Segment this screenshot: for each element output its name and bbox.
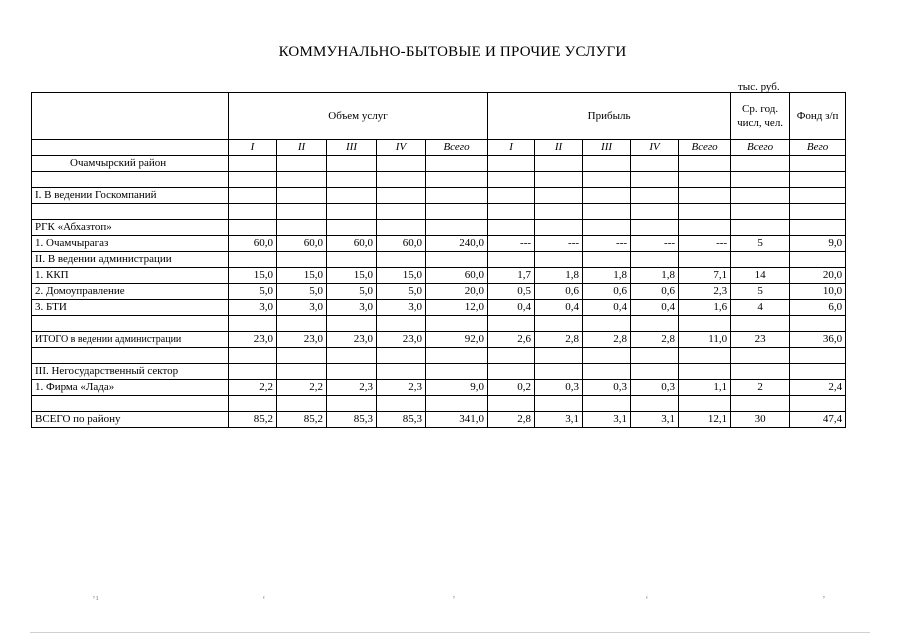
table-cell: 5,0 <box>277 284 327 300</box>
table-cell <box>488 396 535 412</box>
table-cell <box>790 172 846 188</box>
table-cell: 1,7 <box>488 268 535 284</box>
period-header: I <box>488 140 535 156</box>
table-cell <box>535 204 583 220</box>
table-cell <box>535 172 583 188</box>
table-cell <box>377 364 426 380</box>
table-cell <box>377 156 426 172</box>
table-cell: 9,0 <box>790 236 846 252</box>
table-cell <box>790 252 846 268</box>
table-cell: 0,6 <box>631 284 679 300</box>
table-cell: 92,0 <box>426 332 488 348</box>
table-row <box>32 268 846 284</box>
table-cell <box>583 204 631 220</box>
row-label <box>32 348 229 364</box>
period-header: Вего <box>790 140 846 156</box>
table-cell: --- <box>679 236 731 252</box>
table-cell: 3,0 <box>277 300 327 316</box>
table-cell: 2,2 <box>229 380 277 396</box>
table-cell: 2,3 <box>377 380 426 396</box>
table-cell <box>229 220 277 236</box>
table-cell <box>535 396 583 412</box>
table-cell: 6,0 <box>790 300 846 316</box>
table-cell <box>426 220 488 236</box>
table-cell: 0,5 <box>488 284 535 300</box>
table-row <box>32 396 846 412</box>
table-cell <box>631 396 679 412</box>
table-cell: 341,0 <box>426 412 488 428</box>
table-cell: 85,3 <box>377 412 426 428</box>
table-row <box>32 172 846 188</box>
table-cell <box>583 396 631 412</box>
table-cell <box>731 316 790 332</box>
document-title: КОММУНАЛЬНО-БЫТОВЫЕ И ПРОЧИЕ УСЛУГИ <box>278 44 627 60</box>
table-cell <box>790 204 846 220</box>
table-cell <box>229 252 277 268</box>
table-cell <box>377 316 426 332</box>
table-cell: 0,6 <box>535 284 583 300</box>
table-cell: 85,2 <box>229 412 277 428</box>
table-cell: 3,1 <box>583 412 631 428</box>
table-cell: --- <box>535 236 583 252</box>
table-row <box>32 316 846 332</box>
table-cell <box>277 220 327 236</box>
table-cell: --- <box>488 236 535 252</box>
table-cell <box>327 316 377 332</box>
table-row <box>32 236 846 252</box>
table-cell <box>583 188 631 204</box>
table-cell <box>535 188 583 204</box>
table-cell <box>631 348 679 364</box>
table-cell <box>790 188 846 204</box>
table-row <box>32 204 846 220</box>
units-note: тыс. руб. <box>738 81 780 93</box>
table-cell <box>631 316 679 332</box>
table-cell: 3,1 <box>631 412 679 428</box>
table-cell: 0,3 <box>535 380 583 396</box>
table-cell <box>790 396 846 412</box>
table-cell: 20,0 <box>426 284 488 300</box>
row-label: II. В ведении администрации <box>32 252 229 268</box>
table-cell: --- <box>631 236 679 252</box>
table-cell <box>327 156 377 172</box>
table-cell: 5,0 <box>229 284 277 300</box>
table-row <box>32 220 846 236</box>
table-cell: 1,8 <box>583 268 631 284</box>
table-cell <box>229 348 277 364</box>
period-header: Всего <box>731 140 790 156</box>
table-row <box>32 284 846 300</box>
table-cell <box>583 156 631 172</box>
table-cell <box>327 252 377 268</box>
row-label <box>32 316 229 332</box>
row-label <box>32 396 229 412</box>
table-cell: 23,0 <box>327 332 377 348</box>
table-cell <box>488 316 535 332</box>
table-cell <box>731 252 790 268</box>
table-cell <box>790 316 846 332</box>
table-cell: 3,0 <box>327 300 377 316</box>
table-cell: 0,4 <box>535 300 583 316</box>
table-cell <box>229 204 277 220</box>
table-cell <box>377 220 426 236</box>
table-cell <box>426 204 488 220</box>
table-cell <box>426 348 488 364</box>
table-cell <box>229 396 277 412</box>
table-cell: 5,0 <box>377 284 426 300</box>
table-cell <box>535 348 583 364</box>
period-header: II <box>277 140 327 156</box>
table-cell: 2,4 <box>790 380 846 396</box>
table-cell <box>426 316 488 332</box>
table-cell <box>426 364 488 380</box>
table-cell <box>631 252 679 268</box>
table-cell <box>679 156 731 172</box>
table-cell <box>377 172 426 188</box>
row-label: ВСЕГО по району <box>32 412 229 428</box>
header-payroll: Фонд з/п <box>790 93 846 140</box>
table-cell: 2,6 <box>488 332 535 348</box>
row-label <box>32 172 229 188</box>
row-label: I. В ведении Госкомпаний <box>32 188 229 204</box>
table-cell <box>679 252 731 268</box>
table-cell <box>583 220 631 236</box>
table-cell <box>731 220 790 236</box>
row-label: РГК «Абхазтоп» <box>32 220 229 236</box>
table-cell <box>631 156 679 172</box>
row-label: 2. Домоуправление <box>32 284 229 300</box>
scan-mark: ʻ <box>262 594 266 606</box>
table-cell <box>679 188 731 204</box>
table-cell <box>583 364 631 380</box>
table-cell <box>583 252 631 268</box>
table-row <box>32 252 846 268</box>
table-cell: 23,0 <box>377 332 426 348</box>
table-cell: 0,2 <box>488 380 535 396</box>
table-cell: 0,3 <box>583 380 631 396</box>
table-cell: 60,0 <box>277 236 327 252</box>
table-cell <box>535 252 583 268</box>
table-row <box>32 300 846 316</box>
table-cell: 5 <box>731 236 790 252</box>
table-row <box>32 332 846 348</box>
table-cell: --- <box>583 236 631 252</box>
table-cell: 2,8 <box>535 332 583 348</box>
table-cell: 12,1 <box>679 412 731 428</box>
table-cell: 2,3 <box>327 380 377 396</box>
table-cell <box>790 348 846 364</box>
period-header: Всего <box>679 140 731 156</box>
table-cell <box>277 396 327 412</box>
table-cell: 5,0 <box>327 284 377 300</box>
table-cell: 2,8 <box>631 332 679 348</box>
table-row <box>32 348 846 364</box>
table-cell <box>790 220 846 236</box>
table-cell <box>583 316 631 332</box>
table-cell <box>488 252 535 268</box>
table-cell <box>488 364 535 380</box>
table-cell <box>327 396 377 412</box>
table-cell <box>535 220 583 236</box>
table-row <box>32 412 846 428</box>
table-cell <box>277 172 327 188</box>
table-cell: 4 <box>731 300 790 316</box>
period-header: IV <box>377 140 426 156</box>
table-cell <box>377 396 426 412</box>
table-cell <box>583 172 631 188</box>
row-label: 1. ККП <box>32 268 229 284</box>
row-label <box>32 204 229 220</box>
row-label: 1. Очамчырагаз <box>32 236 229 252</box>
table-cell <box>377 348 426 364</box>
table-cell: 240,0 <box>426 236 488 252</box>
header-row <box>32 93 846 140</box>
table-cell <box>229 188 277 204</box>
table-cell <box>731 396 790 412</box>
services-table <box>31 92 846 428</box>
table-cell <box>229 364 277 380</box>
table-cell <box>679 316 731 332</box>
table-cell <box>327 172 377 188</box>
row-label: 1. Фирма «Лада» <box>32 380 229 396</box>
table-row <box>32 188 846 204</box>
table-cell <box>426 396 488 412</box>
table-cell <box>426 156 488 172</box>
table-cell: 2 <box>731 380 790 396</box>
table-cell <box>679 364 731 380</box>
table-cell <box>488 156 535 172</box>
table-cell <box>327 364 377 380</box>
table-cell: 12,0 <box>426 300 488 316</box>
table-cell: 23 <box>731 332 790 348</box>
table-cell: 3,1 <box>535 412 583 428</box>
table-cell <box>277 348 327 364</box>
table-cell: 23,0 <box>277 332 327 348</box>
table-cell <box>731 364 790 380</box>
period-header: II <box>535 140 583 156</box>
header-profit: Прибыль <box>488 93 731 140</box>
table-cell: 3,0 <box>229 300 277 316</box>
table-cell <box>631 172 679 188</box>
table-cell <box>790 364 846 380</box>
table-cell <box>377 188 426 204</box>
table-cell: 11,0 <box>679 332 731 348</box>
table-cell <box>535 316 583 332</box>
table-cell <box>631 204 679 220</box>
table-cell: 60,0 <box>229 236 277 252</box>
table-cell <box>488 188 535 204</box>
table-cell <box>535 156 583 172</box>
table-cell: 2,2 <box>277 380 327 396</box>
period-header: III <box>327 140 377 156</box>
table-cell: 0,4 <box>631 300 679 316</box>
table-cell: 47,4 <box>790 412 846 428</box>
table-cell <box>327 188 377 204</box>
table-cell <box>277 204 327 220</box>
table-cell: 1,8 <box>631 268 679 284</box>
table-cell: 36,0 <box>790 332 846 348</box>
table-cell <box>535 364 583 380</box>
table-cell <box>488 172 535 188</box>
scan-mark: ʼ¹ <box>92 594 99 606</box>
table-cell <box>426 252 488 268</box>
table-cell <box>426 172 488 188</box>
table-row <box>32 364 846 380</box>
table-cell: 14 <box>731 268 790 284</box>
table-cell: 20,0 <box>790 268 846 284</box>
table-cell: 10,0 <box>790 284 846 300</box>
table-cell: 1,6 <box>679 300 731 316</box>
table-body <box>32 156 846 428</box>
table-cell: 30 <box>731 412 790 428</box>
table-cell <box>679 348 731 364</box>
table-cell <box>229 172 277 188</box>
table-cell <box>583 348 631 364</box>
table-cell <box>229 316 277 332</box>
row-label: Очамчырский район <box>32 156 229 172</box>
table-cell: 15,0 <box>327 268 377 284</box>
period-header: III <box>583 140 631 156</box>
table-cell: 2,8 <box>488 412 535 428</box>
table-cell <box>631 220 679 236</box>
table-cell: 60,0 <box>327 236 377 252</box>
table-cell <box>277 364 327 380</box>
table-cell <box>679 204 731 220</box>
table-cell: 15,0 <box>277 268 327 284</box>
table-cell <box>731 172 790 188</box>
table-cell: 7,1 <box>679 268 731 284</box>
header-avg-staff: Ср. год. числ, чел. <box>731 93 790 140</box>
table-cell <box>327 220 377 236</box>
table-cell <box>277 188 327 204</box>
table-row <box>32 380 846 396</box>
row-label: 3. БТИ <box>32 300 229 316</box>
table-row <box>32 156 846 172</box>
table-cell: 1,8 <box>535 268 583 284</box>
table-cell <box>377 252 426 268</box>
table-cell <box>731 188 790 204</box>
table-cell <box>277 252 327 268</box>
table-cell <box>229 156 277 172</box>
table-cell: 0,4 <box>488 300 535 316</box>
table-cell <box>731 156 790 172</box>
page-edge-line <box>30 632 870 633</box>
table-cell <box>377 204 426 220</box>
table-cell <box>277 156 327 172</box>
table-cell: 3,0 <box>377 300 426 316</box>
row-label: ИТОГО в ведении администрации <box>32 332 229 348</box>
table-cell: 60,0 <box>377 236 426 252</box>
table-cell <box>631 364 679 380</box>
period-header-row <box>32 140 846 156</box>
period-header: I <box>229 140 277 156</box>
table-cell: 2,8 <box>583 332 631 348</box>
row-label: III. Негосударственный сектор <box>32 364 229 380</box>
table-cell <box>327 348 377 364</box>
scan-mark: ʼ <box>452 594 456 606</box>
table-cell: 23,0 <box>229 332 277 348</box>
table-cell <box>327 204 377 220</box>
period-header: Всего <box>426 140 488 156</box>
table-cell: 0,3 <box>631 380 679 396</box>
table-cell: 60,0 <box>426 268 488 284</box>
table-cell <box>790 156 846 172</box>
table-cell: 15,0 <box>377 268 426 284</box>
table-cell: 0,4 <box>583 300 631 316</box>
scan-mark: ʼ <box>822 594 826 606</box>
table-cell: 2,3 <box>679 284 731 300</box>
header-label-cell <box>32 93 229 140</box>
table-cell <box>426 188 488 204</box>
table-cell <box>731 348 790 364</box>
table-cell <box>679 172 731 188</box>
table-cell <box>488 220 535 236</box>
table-cell <box>488 348 535 364</box>
table-cell <box>679 220 731 236</box>
table-cell: 85,2 <box>277 412 327 428</box>
table-cell: 1,1 <box>679 380 731 396</box>
table-cell: 85,3 <box>327 412 377 428</box>
table-cell <box>277 316 327 332</box>
table-cell: 15,0 <box>229 268 277 284</box>
table-cell <box>488 204 535 220</box>
table-cell: 0,6 <box>583 284 631 300</box>
header-volume: Объем услуг <box>229 93 488 140</box>
table-cell <box>731 204 790 220</box>
table-cell: 5 <box>731 284 790 300</box>
table-cell: 9,0 <box>426 380 488 396</box>
scan-mark: ʻ <box>645 594 649 606</box>
period-header: IV <box>631 140 679 156</box>
table-cell <box>631 188 679 204</box>
period-label-cell <box>32 140 229 156</box>
table-cell <box>679 396 731 412</box>
